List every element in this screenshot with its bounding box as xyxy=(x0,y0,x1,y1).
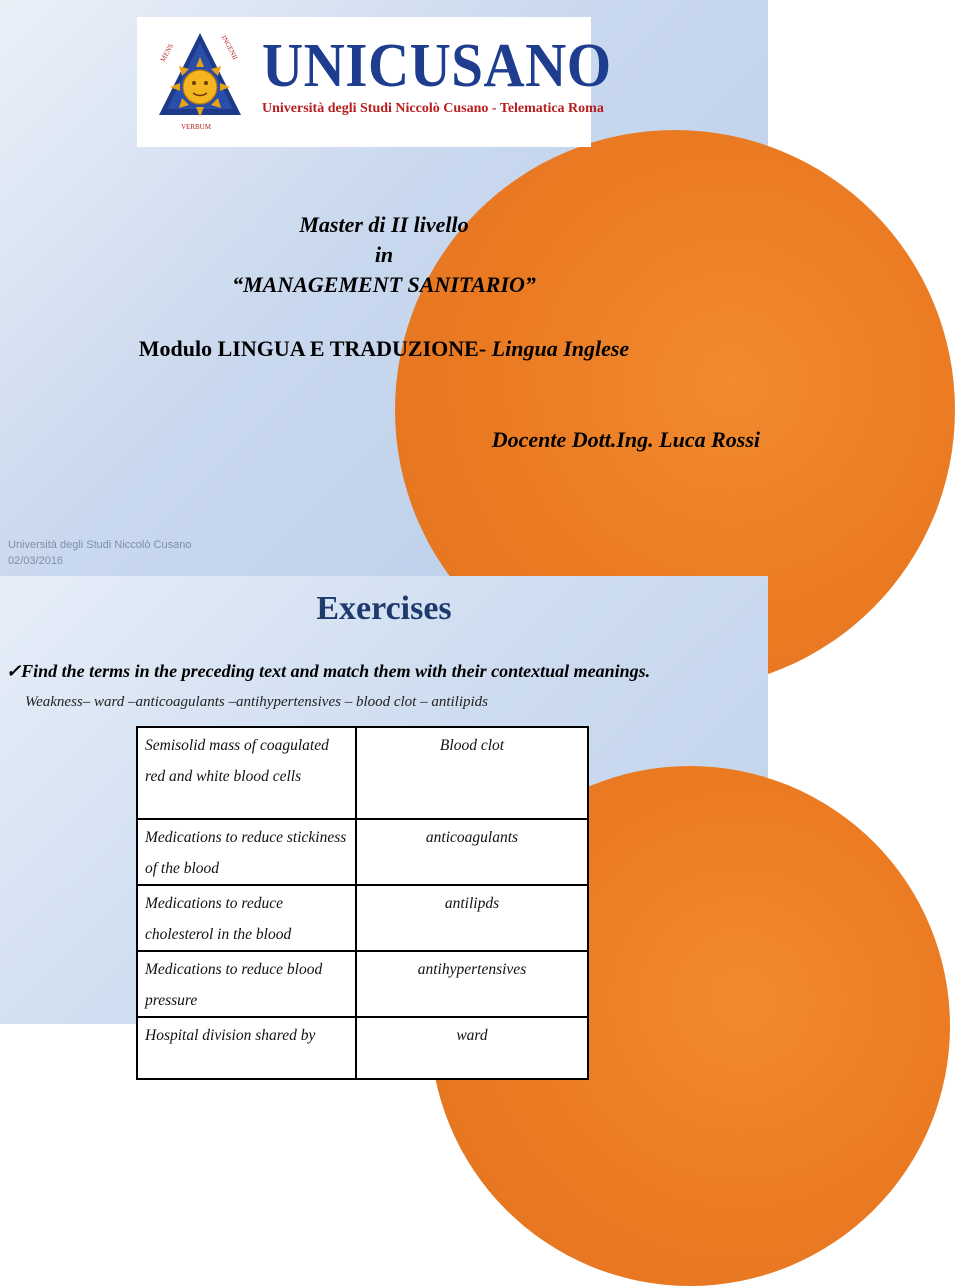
logo-wordmark: UNICUSANO xyxy=(262,32,612,100)
unicusano-logo xyxy=(137,17,612,147)
title-line-master: Master di II livello xyxy=(299,212,469,237)
module-title-prefix: Modulo LINGUA E TRADUZIONE- xyxy=(138,336,492,361)
module-title xyxy=(0,336,768,362)
matching-table xyxy=(136,726,589,1080)
definition-cell: Medications to reduce blood pressure xyxy=(137,951,356,1017)
emblem-text-mens: MENS xyxy=(158,42,176,64)
definition-cell: Medications to reduce stickiness of the blood xyxy=(137,819,356,885)
logo-subtitle: Università degli Studi Niccolò Cusano - Telematica Roma xyxy=(262,101,604,116)
answer-cell: antihypertensives xyxy=(356,951,588,1017)
instruction-text: Find the terms in the preceding text and match them with their contextual meanings. xyxy=(21,661,651,681)
table-row xyxy=(137,951,588,1017)
instruction xyxy=(6,661,650,682)
table-row xyxy=(137,819,588,885)
exercises-slide xyxy=(0,576,768,1044)
table-row xyxy=(137,1017,588,1079)
emblem-text-verbum: VERBUM xyxy=(181,123,211,131)
title-slide xyxy=(0,0,768,576)
check-icon: ✓ xyxy=(6,661,22,681)
answer-cell: anticoagulants xyxy=(356,819,588,885)
sun-emblem-icon xyxy=(157,29,243,135)
answer-cell: antilipds xyxy=(356,885,588,951)
answer-cell: Blood clot xyxy=(356,727,588,819)
footer-university: Università degli Studi Niccolò Cusano xyxy=(8,539,192,551)
module-title-suffix: Lingua Inglese xyxy=(491,336,630,361)
title-line-in: in xyxy=(374,242,394,267)
footer-date: 02/03/2016 xyxy=(8,555,64,567)
definition-cell: Hospital division shared by xyxy=(137,1017,356,1079)
emblem-text-ingenii: INGENII xyxy=(219,34,240,62)
table-row xyxy=(137,727,588,819)
definition-cell: Medications to reduce cholesterol in the blood xyxy=(137,885,356,951)
definition-cell: Semisolid mass of coagulated red and white blood cells xyxy=(137,727,356,819)
word-list: Weakness– ward –anticoagulants –antihypertensives – blood clot – antilipids xyxy=(25,694,489,710)
answer-cell: ward xyxy=(356,1017,588,1079)
exercises-title: Exercises xyxy=(316,590,452,627)
lecturer-name: Docente Dott.Ing. Luca Rossi xyxy=(491,427,760,452)
title-line-management: “MANAGEMENT SANITARIO” xyxy=(232,272,536,297)
table-row xyxy=(137,885,588,951)
